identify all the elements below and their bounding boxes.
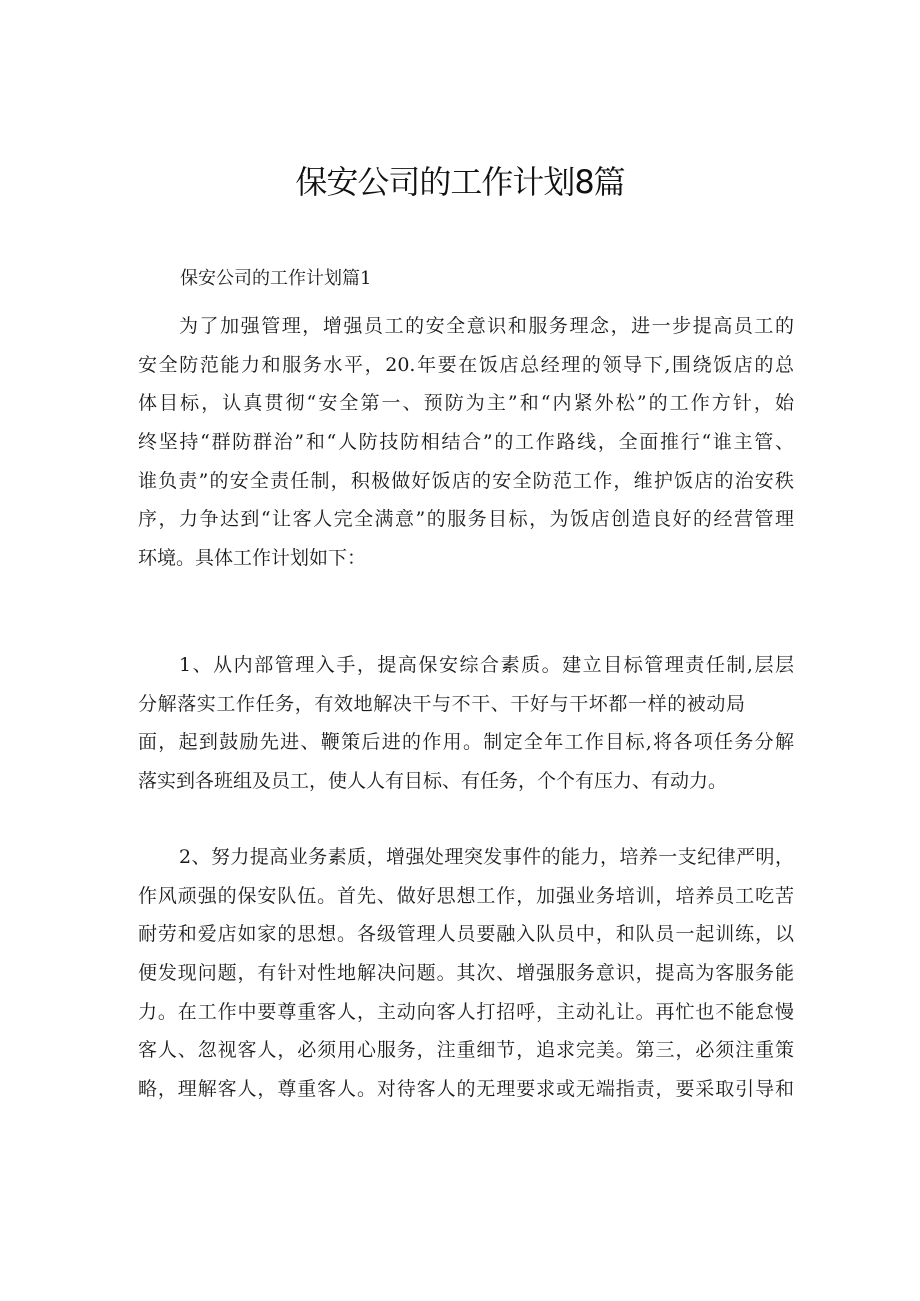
paragraph-line: 客人、忽视客人，必须用心服务，注重细节，追求完美。第三，必须注重策 — [138, 1039, 794, 1062]
paragraph-line: 分解落实工作任务，有效地解决干与不干、干好与干坏都一样的被动局 — [138, 692, 746, 715]
paragraph-line: 序，力争达到“让客人完全满意”的服务目标，为饭店创造良好的经营管理 — [138, 508, 794, 531]
paragraph-line: 体目标，认真贯彻“安全第一、预防为主”和“内紧外松”的工作方针，始 — [138, 392, 794, 415]
paragraph-line: 1、从内部管理入手，提高保安综合素质。建立目标管理责任制,层层 — [179, 654, 794, 676]
paragraph-line: 作风顽强的保安队伍。首先、做好思想工作，加强业务培训，培养员工吃苦 — [138, 884, 794, 907]
document-title: 保安公司的工作计划8篇 — [295, 163, 625, 201]
paragraph-line: 环境。具体工作计划如下： — [138, 547, 367, 570]
paragraph-line: 略，理解客人，尊重客人。对待客人的无理要求或无端指责，要采取引导和 — [138, 1078, 794, 1101]
paragraph-line: 谁负责”的安全责任制，积极做好饭店的安全防范工作，维护饭店的治安秩 — [138, 469, 794, 492]
paragraph-line: 耐劳和爱店如家的思想。各级管理人员要融入队员中，和队员一起训练，以 — [138, 923, 794, 946]
paragraph-line: 面，起到鼓励先进、鞭策后进的作用。制定全年工作目标,将各项任务分解 — [138, 731, 794, 754]
section-heading: 保安公司的工作计划篇1 — [180, 268, 372, 289]
paragraph-1 — [138, 307, 794, 578]
paragraph-3 — [138, 838, 794, 1109]
paragraph-line: 为了加强管理，增强员工的安全意识和服务理念，进一步提高员工的 — [179, 315, 794, 337]
paragraph-line: 落实到各班组及员工，使人人有目标、有任务，个个有压力、有动力。 — [138, 770, 728, 793]
paragraph-2 — [138, 646, 794, 801]
paragraph-line: 终坚持“群防群治”和“人防技防相结合”的工作路线，全面推行“谁主管、 — [138, 431, 794, 454]
paragraph-line: 力。在工作中要尊重客人，主动向客人打招呼，主动礼让。再忙也不能怠慢 — [138, 1000, 794, 1023]
paragraph-line: 便发现问题，有针对性地解决问题。其次、增强服务意识，提高为客服务能 — [138, 962, 794, 985]
paragraph-line: 安全防范能力和服务水平，20.年要在饭店总经理的领导下,围绕饭店的总 — [138, 353, 794, 376]
paragraph-line: 2、努力提高业务素质，增强处理突发事件的能力，培养一支纪律严明， — [179, 846, 794, 868]
